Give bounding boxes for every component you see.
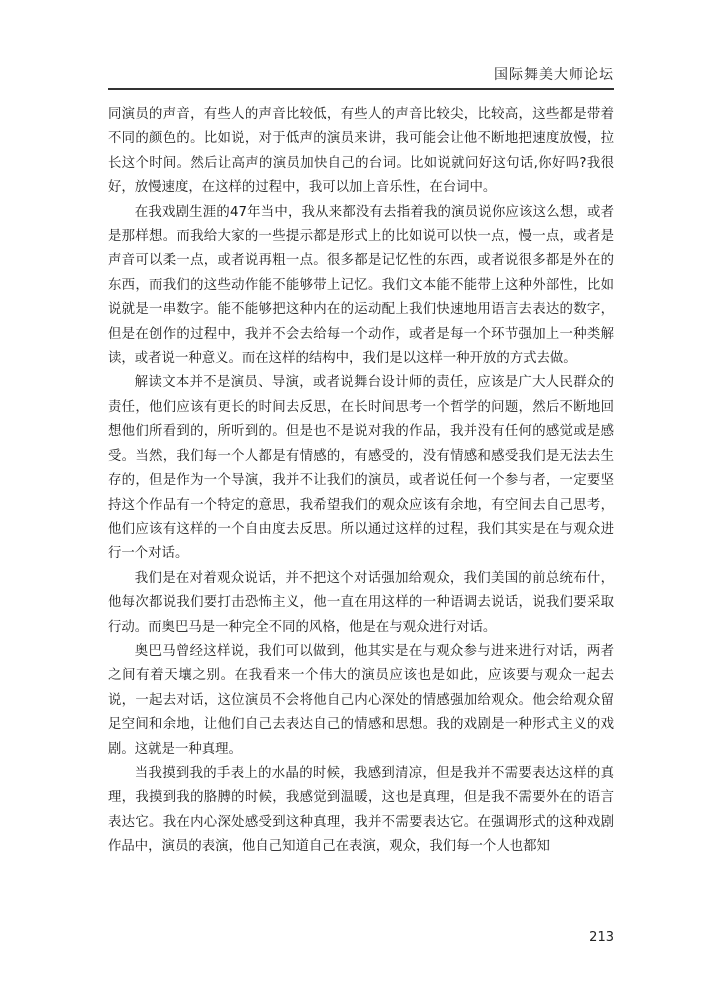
paragraph-6: 当我摸到我的手表上的水晶的时候，我感到清凉，但是我并不需要表达这样的真理，我摸到我的胳膊的时候，我感觉到温暖，这也是真理，但是我不需要外在的语言表达它。我在内心深处感受到这种真理，我并不需要表达它。在强调形式的这种戏剧作品中，演员的表演，他自己知道自己在表演，观众，我们每一个人也都知 bbox=[108, 765, 614, 855]
running-header-title: 国际舞美大师论坛 bbox=[494, 67, 614, 83]
paragraph-1: 同演员的声音，有些人的声音比较低，有些人的声音比较尖，比较高，这些都是带着不同的颜色的。比如说，对于低声的演员来讲，我可能会让他不断地把速度放慢，拉长这个时间。然后让高声的演员加快自己的台词。比如说就问好这句话,你好吗?我很好，放慢速度，在这样的过程中，我可以加上音乐性，在台词中。 bbox=[108, 107, 614, 196]
header-divider bbox=[108, 88, 614, 90]
paragraph-3: 解读文本并不是演员、导演，或者说舞台设计师的责任，应该是广大人民群众的责任，他们应该有更长的时间去反思，在长时间思考一个哲学的问题，然后不断地回想他们所看到的，所听到的。但是也不是说对我的作品，我并没有任何的感觉或是感受。当然，我们每一个人都是有情感的，有感受的，没有情感和感受我们是无法去生存的，但是作为一个导演，我并不让我们的演员，或者说任何一个参与者，一定要坚持这个作品有一个特定的意思，我希望我们的观众应该有余地，有空间去自己思考，他们应该有这样的一个自由度去反思。所以通过这样的过程，我们其实是在与观众进行一个对话。 bbox=[108, 375, 614, 562]
body-text bbox=[108, 103, 614, 860]
paragraph-4: 我们是在对着观众说话，并不把这个对话强加给观众，我们美国的前总统布什，他每次都说我们要打击恐怖主义，他一直在用这样的一种语调去说话，说我们要采取行动。而奥巴马是一种完全不同的风格，他是在与观众进行对话。 bbox=[108, 570, 614, 635]
page-number: 213 bbox=[589, 930, 614, 945]
paragraph-5: 奥巴马曾经这样说，我们可以做到，他其实是在与观众参与进来进行对话，两者之间有着天壤之别。在我看来一个伟大的演员应该也是如此，应该要与观众一起去说，一起去对话，这位演员不会将他自己内心深处的情感强加给观众。他会给观众留足空间和余地，让他们自己去表达自己的情感和思想。我的戏剧是一种形式主义的戏剧。这就是一种真理。 bbox=[108, 643, 614, 757]
paragraph-2: 在我戏剧生涯的47年当中，我从来都没有去指着我的演员说你应该这么想，或者是那样想。而我给大家的一些提示都是形式上的比如说可以快一点，慢一点，或者是声音可以柔一点，或者说再粗一点。很多都是记忆性的东西，或者说很多都是外在的东西，而我们的这些动作能不能够带上记忆。我们文本能不能带上这种外部性，比如说就是一串数字。能不能够把这种内在的运动配上我们快速地用语言去表达的数字，但是在创作的过程中，我并不会去给每一个动作，或者是每一个环节强加上一种类解读，或者说一种意义。而在这样的结构中，我们是以这样一种开放的方式去做。 bbox=[108, 204, 614, 367]
